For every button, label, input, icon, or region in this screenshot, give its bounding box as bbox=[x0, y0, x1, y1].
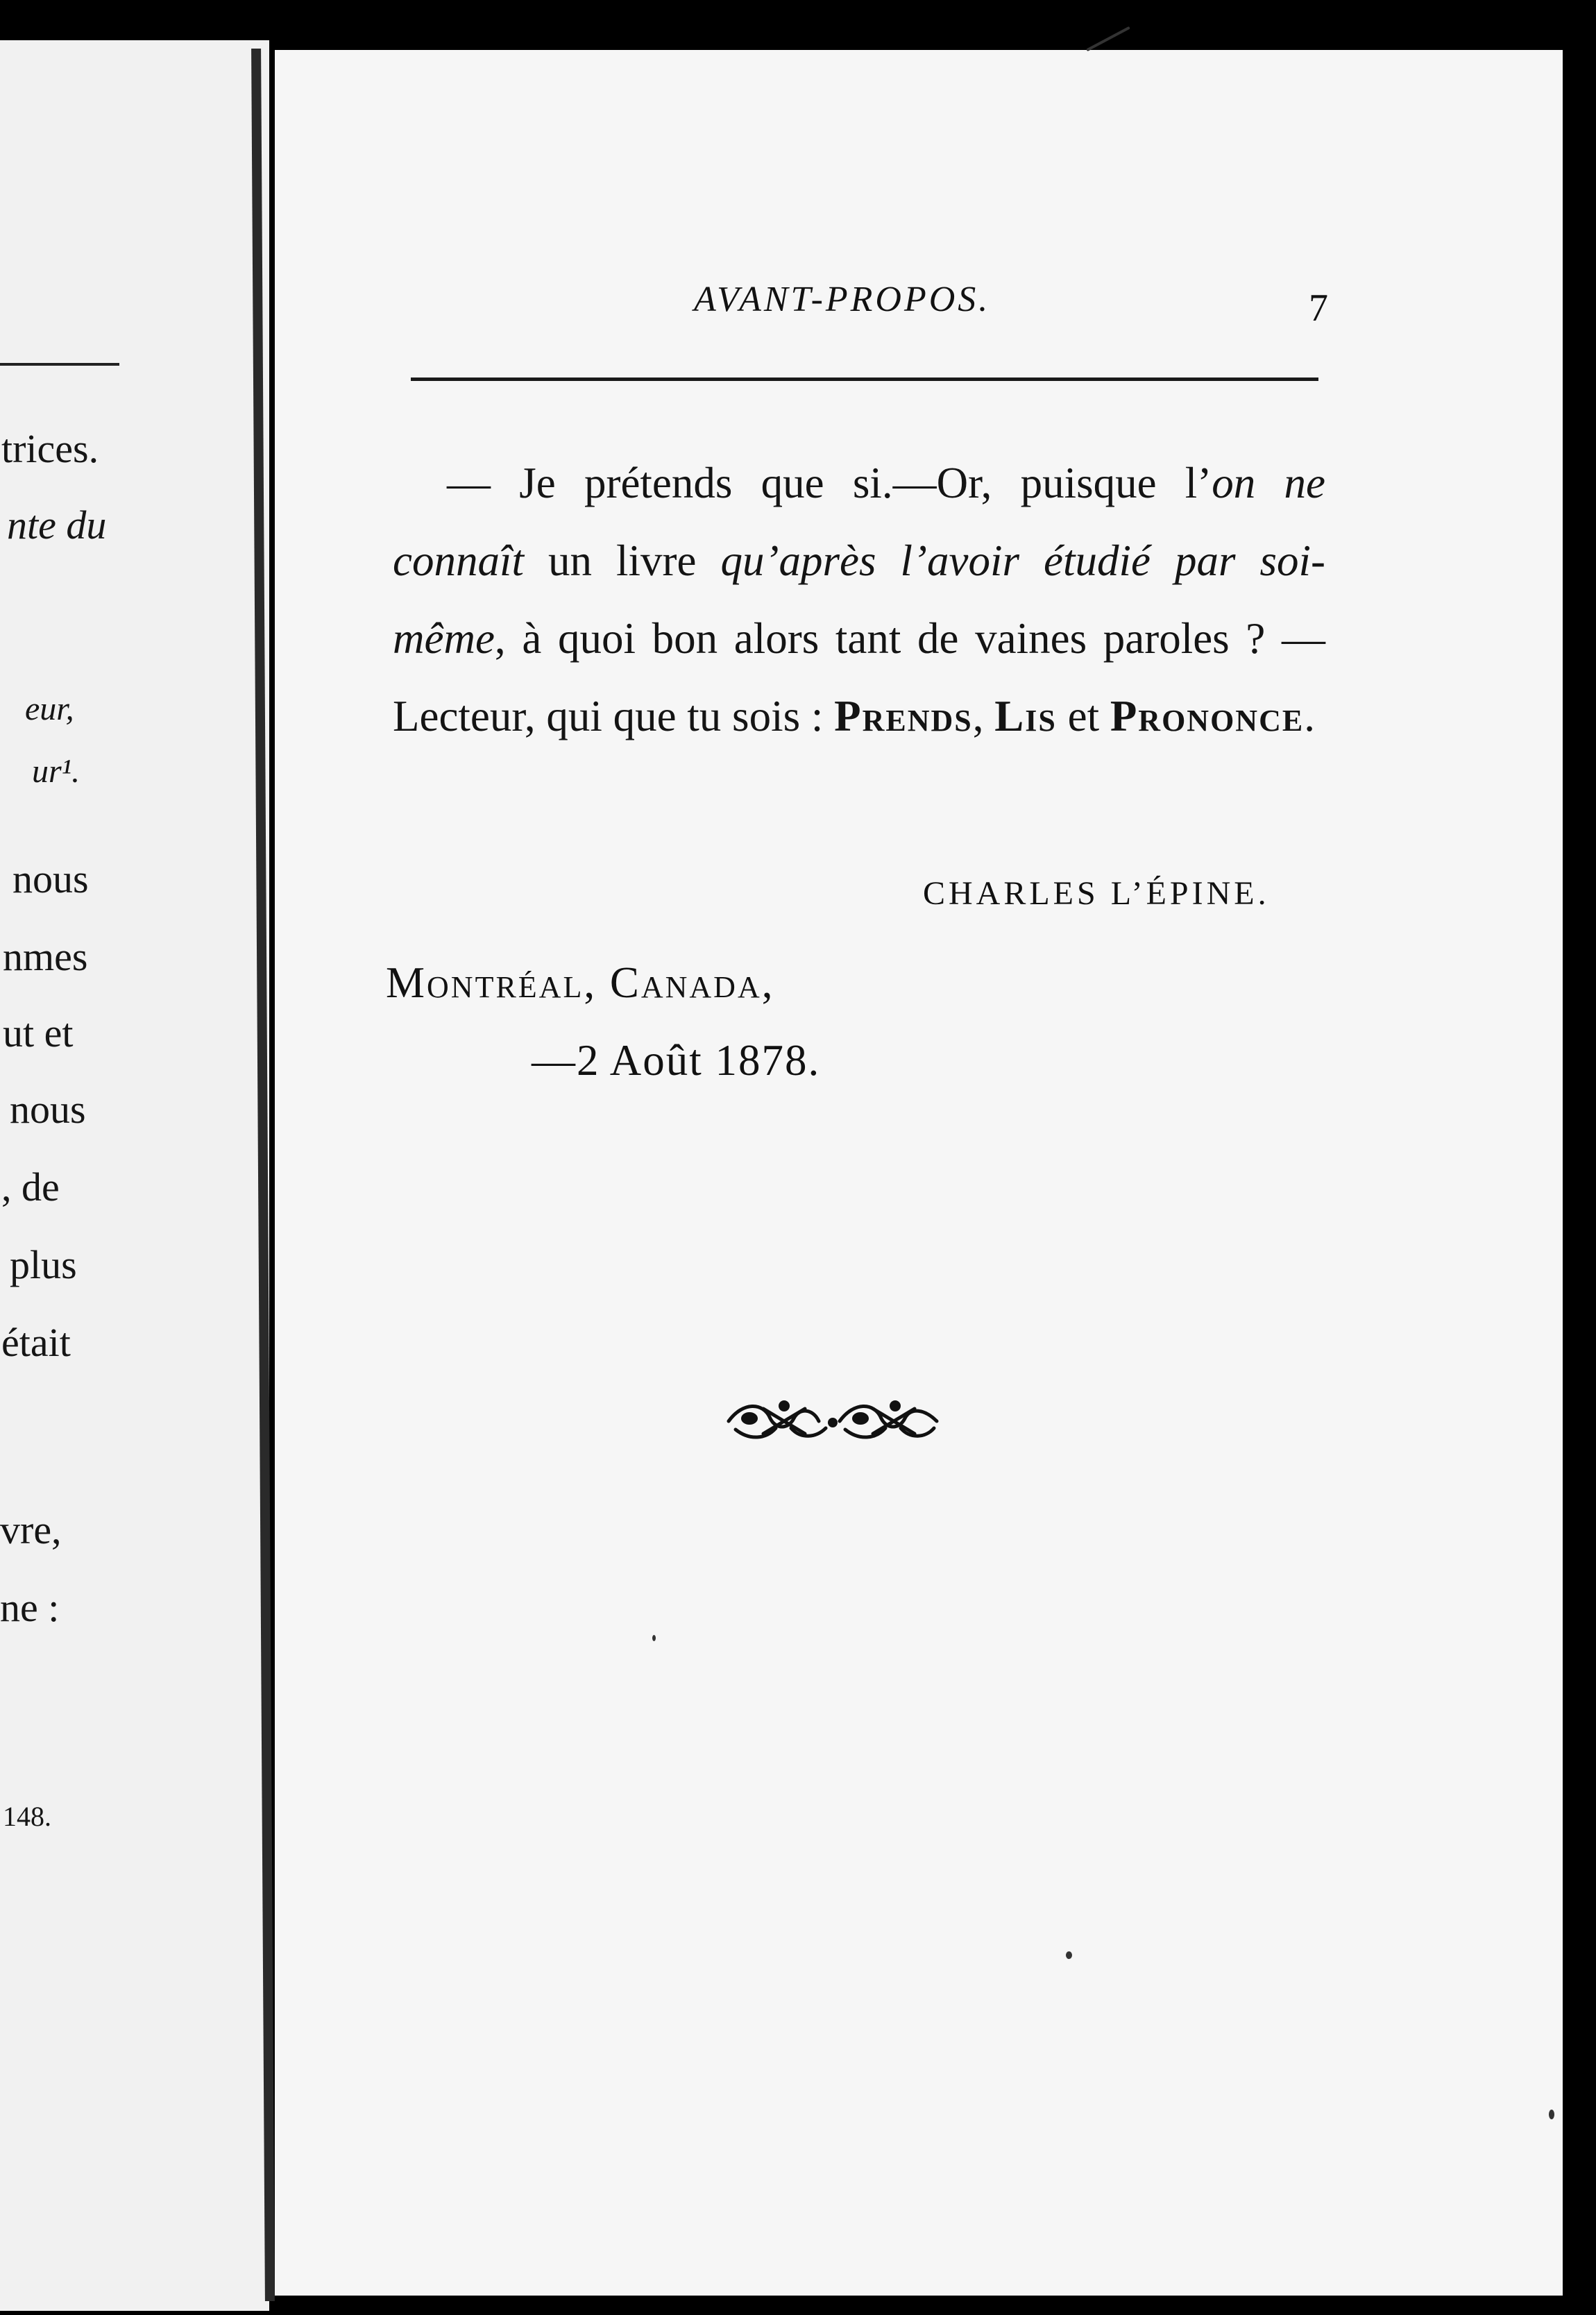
paper-speck bbox=[1549, 2110, 1554, 2119]
small-caps-text-run: Prononce bbox=[1110, 692, 1305, 740]
previous-page-line: était bbox=[1, 1320, 71, 1365]
body-paragraph bbox=[393, 444, 1325, 755]
previous-page-line: nte du bbox=[7, 502, 107, 548]
italic-text-run: on ne connaît bbox=[393, 459, 1325, 585]
scan-mark bbox=[1086, 26, 1130, 51]
text-run: . bbox=[1304, 692, 1315, 740]
previous-page-line: nous bbox=[10, 1087, 86, 1132]
place-line: Montréal, Canada, bbox=[386, 958, 775, 1007]
paper-speck bbox=[652, 1635, 656, 1641]
previous-page-head-rule bbox=[0, 363, 119, 366]
italic-text-run: qu’après l’avoir étudié par soi-même bbox=[393, 536, 1326, 663]
page-number: 7 bbox=[1309, 287, 1328, 330]
previous-page-footnote: 148. bbox=[3, 1801, 51, 1832]
small-caps-text-run: Lis bbox=[994, 692, 1057, 740]
previous-page-line: plus bbox=[10, 1242, 77, 1287]
previous-page-line: nmes bbox=[3, 934, 88, 979]
text-run: — Je prétends que si.—Or, puisque l’ bbox=[447, 459, 1212, 507]
small-caps-text-run: Prends bbox=[834, 692, 973, 740]
text-run: , à quoi bon alors tant de vaines paroles ? — Lecteur, qui que tu sois : bbox=[393, 614, 1325, 740]
date-line: —2 Août 1878. bbox=[532, 1036, 821, 1085]
paper-speck bbox=[1066, 1951, 1072, 1959]
previous-page-line: eur, bbox=[25, 690, 74, 727]
previous-page-line: , de bbox=[1, 1164, 60, 1210]
previous-page-line: vre, bbox=[0, 1507, 62, 1552]
current-page bbox=[275, 50, 1563, 2296]
page-edge-shadow bbox=[1563, 62, 1596, 2315]
fleuron-ornament-icon bbox=[722, 1388, 944, 1450]
previous-page-fragment bbox=[0, 40, 269, 2311]
previous-page-line: ur¹. bbox=[32, 753, 80, 790]
header-rule bbox=[411, 378, 1318, 381]
running-head: AVANT-PROPOS. bbox=[694, 280, 991, 319]
previous-page-line: nous bbox=[12, 856, 89, 901]
closing-paragraph bbox=[393, 444, 1325, 755]
previous-page-line: trices. bbox=[1, 426, 99, 471]
text-run: , bbox=[972, 692, 995, 740]
previous-page-line: ut et bbox=[3, 1010, 74, 1055]
text-run: et bbox=[1056, 692, 1110, 740]
previous-page-line: ne : bbox=[0, 1585, 60, 1630]
text-run: un livre bbox=[523, 536, 721, 585]
author-signature: CHARLES L’ÉPINE. bbox=[923, 875, 1270, 912]
